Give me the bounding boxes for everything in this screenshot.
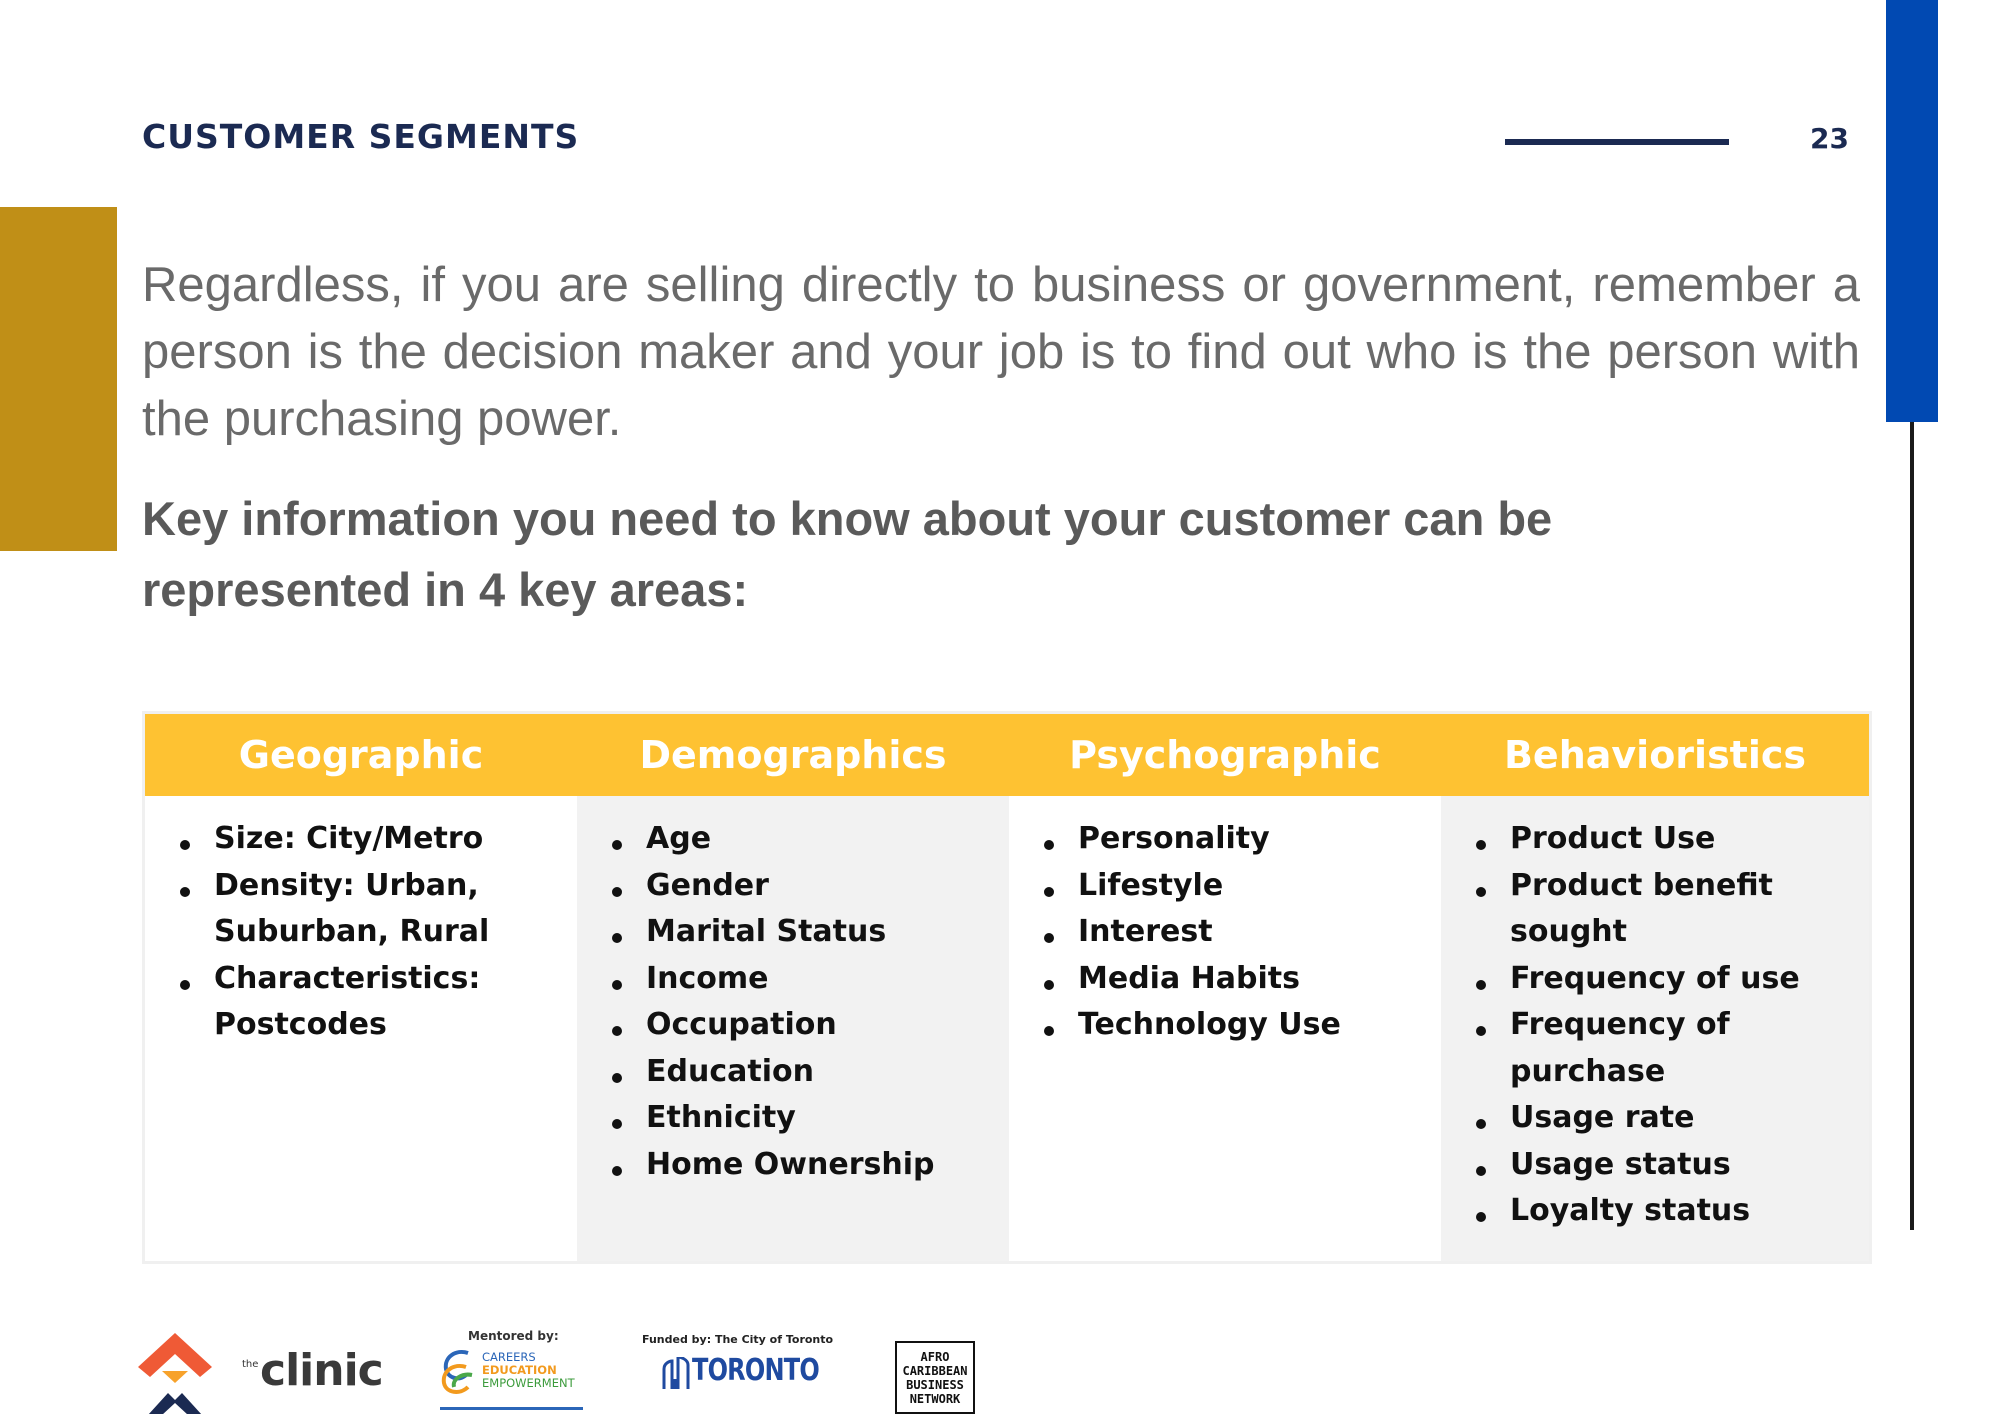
acbn-line: NETWORK [909, 1391, 961, 1406]
list-item: Education [612, 1049, 999, 1096]
section-title: CUSTOMER SEGMENTS [142, 117, 580, 156]
key-info-line-1: Key information you need to know about your customer can be [142, 492, 1553, 545]
ex-logo-icon [138, 1333, 212, 1414]
toronto-wordmark: TORONTO [692, 1353, 819, 1388]
list-item: Size: City/Metro [180, 816, 567, 863]
header-rule [1505, 139, 1729, 145]
segment-list [1476, 816, 1869, 1235]
segment-header: Psychographic [1009, 714, 1441, 796]
cee-logo [438, 1329, 588, 1414]
segment-column-psychographic [1009, 714, 1441, 1261]
toronto-city-hall-icon [662, 1357, 690, 1389]
gold-accent-block [0, 207, 117, 551]
list-item: Product Use [1476, 816, 1869, 863]
segments-table [142, 711, 1872, 1264]
segment-header: Behavioristics [1441, 714, 1869, 796]
clinic-logo-word: clinic [260, 1345, 383, 1396]
segment-column-behavioristics [1441, 714, 1869, 1261]
list-item: Usage rate [1476, 1095, 1869, 1142]
acbn-line: CARIBBEAN [902, 1363, 968, 1378]
acbn-line: AFRO [920, 1349, 950, 1364]
list-item: Characteristics: Postcodes [180, 956, 490, 1049]
cee-line-education: EDUCATION [482, 1363, 557, 1377]
segment-list [180, 816, 567, 1049]
list-item: Gender [612, 863, 999, 910]
list-item: Media Habits [1044, 956, 1431, 1003]
list-item: Interest [1044, 909, 1431, 956]
segment-list [1044, 816, 1431, 1049]
list-item: Frequency of use [1476, 956, 1869, 1003]
vertical-divider-line [1910, 422, 1914, 1230]
acbn-line: BUSINESS [906, 1377, 964, 1392]
clinic-logo-prefix: the [242, 1359, 259, 1370]
segment-body [1009, 796, 1441, 1261]
intro-paragraph: Regardless, if you are selling directly to business or government, remember a person is the decision maker and your job is to find out who is the person with the purchasing power. [142, 258, 1860, 446]
segment-column-demographics [577, 714, 1009, 1261]
cee-line-careers: CAREERS [482, 1350, 536, 1364]
list-item: Product benefit sought [1476, 863, 1869, 956]
cee-underline [440, 1407, 583, 1410]
page-number: 23 [1810, 122, 1849, 155]
acbn-logo [895, 1341, 975, 1414]
segment-body [1441, 796, 1869, 1261]
cee-line-empowerment: EMPOWERMENT [482, 1376, 575, 1390]
list-item: Ethnicity [612, 1095, 999, 1142]
list-item: Lifestyle [1044, 863, 1431, 910]
list-item: Density: Urban, Suburban, Rural [180, 863, 490, 956]
list-item: Frequency of purchase [1476, 1002, 1869, 1095]
list-item: Occupation [612, 1002, 999, 1049]
cee-logo-icon [438, 1347, 478, 1395]
list-item: Home Ownership [612, 1142, 999, 1189]
list-item: Age [612, 816, 999, 863]
clinic-logo [242, 1345, 387, 1399]
segment-header: Demographics [577, 714, 1009, 796]
blue-accent-bar [1886, 0, 1938, 422]
list-item: Marital Status [612, 909, 999, 956]
cee-caption: Mentored by: [468, 1329, 559, 1343]
segment-column-geographic [145, 714, 577, 1261]
list-item: Income [612, 956, 999, 1003]
sponsor-logos [0, 1325, 1000, 1414]
segment-body [577, 796, 1009, 1261]
segment-header: Geographic [145, 714, 577, 796]
list-item: Loyalty status [1476, 1188, 1869, 1235]
key-info-heading [142, 483, 1860, 625]
segment-list [612, 816, 999, 1188]
toronto-caption: Funded by: The City of Toronto [642, 1333, 834, 1346]
key-info-line-2: represented in 4 key areas: [142, 563, 749, 616]
list-item: Personality [1044, 816, 1431, 863]
toronto-logo [638, 1333, 834, 1413]
list-item: Technology Use [1044, 1002, 1431, 1049]
segment-body [145, 796, 577, 1261]
list-item: Usage status [1476, 1142, 1869, 1189]
